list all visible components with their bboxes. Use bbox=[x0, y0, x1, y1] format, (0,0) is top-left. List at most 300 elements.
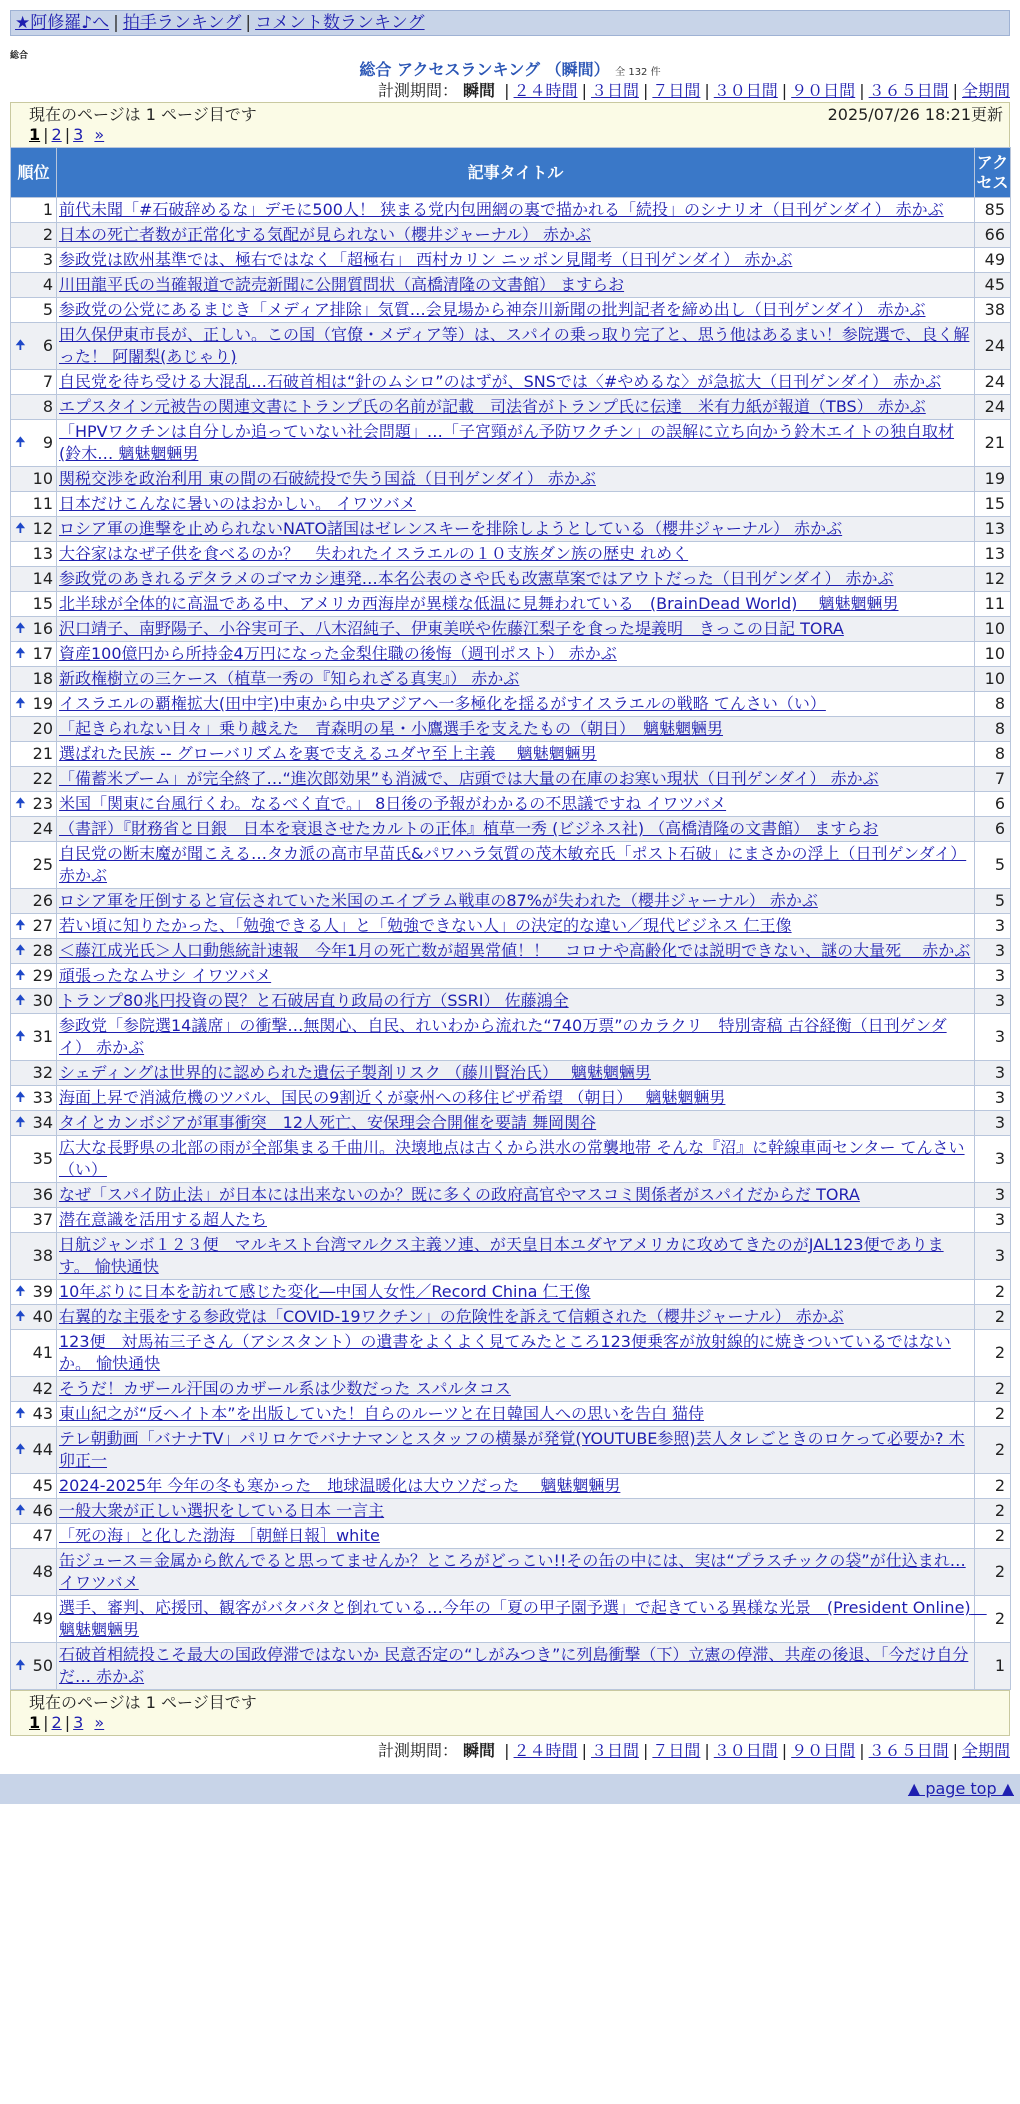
article-title-link[interactable]: 選手、審判、応援団、観客がバタバタと倒れている…今年の「夏の甲子園予選」で起きている異様な光景 (President Online) 魑魅魍魎男 bbox=[59, 1598, 987, 1639]
title-cell bbox=[57, 667, 975, 692]
rank-number: 20 bbox=[32, 719, 53, 738]
rank-cell bbox=[11, 667, 57, 692]
page-link[interactable]: 3 bbox=[73, 1713, 84, 1732]
access-count: 85 bbox=[975, 198, 1011, 223]
rank-cell bbox=[11, 1208, 57, 1233]
page-link[interactable]: 3 bbox=[73, 125, 84, 144]
rank-cell bbox=[11, 1183, 57, 1208]
article-title-link[interactable]: 日本だけこんなに暑いのはおかしい。 イワツバメ bbox=[59, 494, 416, 513]
rank-number: 6 bbox=[42, 336, 53, 355]
rank-number: 10 bbox=[32, 469, 53, 488]
access-count: 3 bbox=[975, 1136, 1011, 1183]
article-title-link[interactable]: 10年ぶりに日本を訪れて感じた変化―中国人女性／Record China 仁王像 bbox=[59, 1282, 591, 1301]
article-title-link[interactable]: 関税交渉を政治利用 東の間の石破続投で失う国益（日刊ゲンダイ） 赤かぶ bbox=[59, 469, 596, 488]
rank-cell bbox=[11, 395, 57, 420]
period-option-link[interactable]: 全期間 bbox=[961, 1741, 1010, 1760]
rank-cell bbox=[11, 1061, 57, 1086]
period-option-link[interactable]: ２４時間 bbox=[513, 1741, 578, 1760]
rank-number: 25 bbox=[32, 855, 53, 874]
access-count: 2 bbox=[975, 1402, 1011, 1427]
title-cell bbox=[57, 1402, 975, 1427]
current-page-number: 1 bbox=[29, 125, 41, 144]
access-count: 19 bbox=[975, 467, 1011, 492]
table-row bbox=[11, 889, 1011, 914]
access-count: 8 bbox=[975, 717, 1011, 742]
title-cell bbox=[57, 1643, 975, 1690]
title-cell bbox=[57, 273, 975, 298]
article-title-link[interactable]: 一般大衆が正しい選択をしている日本 一言主 bbox=[59, 1501, 385, 1520]
title-cell bbox=[57, 792, 975, 817]
table-row bbox=[11, 1330, 1011, 1377]
period-separator: | bbox=[952, 81, 958, 100]
access-count: 13 bbox=[975, 517, 1011, 542]
article-title-link[interactable]: 沢口靖子、南野陽子、小谷実可子、八木沼純子、伊東美咲や佐藤江梨子を食った堤義明 きっこの日記 TORA bbox=[59, 619, 844, 638]
table-row bbox=[11, 248, 1011, 273]
title-cell bbox=[57, 517, 975, 542]
article-title-link[interactable]: 東山紀之が“反ヘイト本”を出版していた！自らのルーツと在日韓国人への思いを告白 猫侍 bbox=[59, 1404, 705, 1423]
category-label: 総合 bbox=[10, 51, 29, 61]
updated-timestamp: 2025/07/26 18:21更新 bbox=[827, 105, 1003, 124]
article-title-link[interactable]: ＜藤江成光氏＞人口動態統計速報 今年1月の死亡数が超異常値！！ コロナや高齢化では説明できない、謎の大量死 赤かぶ bbox=[59, 941, 971, 960]
table-row bbox=[11, 617, 1011, 642]
period-separator: | bbox=[704, 81, 710, 100]
title-cell bbox=[57, 692, 975, 717]
article-title-link[interactable]: 若い頃に知りたかった、「勉強できる人」と「勉強できない人」の決定的な違い／現代ビジネス 仁王像 bbox=[59, 916, 792, 935]
access-count: 8 bbox=[975, 692, 1011, 717]
table-row bbox=[11, 1136, 1011, 1183]
table-row bbox=[11, 1402, 1011, 1427]
period-selector-top bbox=[10, 80, 1010, 102]
table-row bbox=[11, 1280, 1011, 1305]
access-count: 21 bbox=[975, 420, 1011, 467]
table-row bbox=[11, 1183, 1011, 1208]
page-separator bbox=[83, 1713, 94, 1732]
rank-number: 18 bbox=[32, 669, 53, 688]
page-separator: | bbox=[64, 125, 71, 144]
access-count: 11 bbox=[975, 592, 1011, 617]
page-separator: | bbox=[43, 1713, 49, 1732]
table-row bbox=[11, 817, 1011, 842]
rank-cell bbox=[11, 1427, 57, 1474]
access-count: 2 bbox=[975, 1474, 1011, 1499]
rank-cell bbox=[11, 1402, 57, 1427]
article-title-link[interactable]: 田久保伊東市長が、正しい。この国（官僚・メディア等）は、スパイの乗っ取り完了と、思う他はあるまい！参院選で、良く解った！ 阿闍梨(あじゃり) bbox=[59, 325, 970, 366]
rank-cell bbox=[11, 889, 57, 914]
period-separator: | bbox=[642, 1741, 649, 1760]
up-arrow-icon: 🠉 bbox=[15, 646, 26, 661]
header-title: 記事タイトル bbox=[57, 148, 975, 198]
rank-number: 32 bbox=[32, 1063, 53, 1082]
title-cell bbox=[57, 1183, 975, 1208]
table-row bbox=[11, 1111, 1011, 1136]
title-cell bbox=[57, 370, 975, 395]
rank-cell bbox=[11, 1549, 57, 1596]
top-navigation bbox=[10, 10, 1010, 36]
rank-cell bbox=[11, 1474, 57, 1499]
article-title-link[interactable]: 参政党のあきれるデタラメのゴマカシ連発…本名公表のさや氏も改憲草案ではアウトだった（日刊ゲンダイ） 赤かぶ bbox=[59, 569, 894, 588]
rank-cell bbox=[11, 298, 57, 323]
total-count: 全 132 件 bbox=[615, 67, 661, 78]
table-row bbox=[11, 1643, 1011, 1690]
rank-number: 8 bbox=[42, 397, 53, 416]
access-count: 3 bbox=[975, 1086, 1011, 1111]
rank-number: 41 bbox=[32, 1343, 53, 1362]
access-count: 10 bbox=[975, 642, 1011, 667]
article-title-link[interactable]: ロシア軍の進撃を止められないNATO諸国はゼレンスキーを排除しようとしている（櫻井ジャーナル） 赤かぶ bbox=[59, 519, 843, 538]
access-count: 2 bbox=[975, 1377, 1011, 1402]
period-separator: | bbox=[859, 81, 865, 100]
article-title-link[interactable]: 缶ジュース＝金属から飲んでると思ってませんか？ところがどっこい!!その缶の中には、実は“プラスチックの袋”が仕込まれ… イワツバメ bbox=[59, 1551, 966, 1592]
period-separator: | bbox=[642, 81, 649, 100]
article-title-link[interactable]: 「HPVワクチンは自分しか追っていない社会問題」…「子宮頸がん予防ワクチン」の誤解に立ち向かう鈴木エイトの独自取材(鈴木… 魑魅魍魎男 bbox=[59, 422, 955, 463]
rank-cell bbox=[11, 1596, 57, 1643]
table-row bbox=[11, 692, 1011, 717]
access-count: 45 bbox=[975, 273, 1011, 298]
access-count: 3 bbox=[975, 939, 1011, 964]
article-title-link[interactable]: 参政党は欧州基準では、極右ではなく「超極右」 西村カリン ニッポン見聞考（日刊ゲンダイ） 赤かぶ bbox=[59, 250, 793, 269]
article-title-link[interactable]: 日本の死亡者数が正常化する気配が見られない（櫻井ジャーナル） 赤かぶ bbox=[59, 225, 591, 244]
rank-number: 5 bbox=[42, 300, 53, 319]
rank-number: 21 bbox=[32, 744, 53, 763]
header-rank: 順位 bbox=[11, 148, 57, 198]
up-arrow-icon: 🠉 bbox=[15, 1503, 26, 1518]
article-title-link[interactable]: 新政権樹立の三ケース（植草一秀の『知られざる真実』） 赤かぶ bbox=[59, 669, 520, 688]
access-count: 3 bbox=[975, 1208, 1011, 1233]
title-cell bbox=[57, 467, 975, 492]
title-cell bbox=[57, 767, 975, 792]
table-row bbox=[11, 1549, 1011, 1596]
article-title-link[interactable]: ロシア軍を圧倒すると宣伝されていた米国のエイブラム戦車の87%が失われた（櫻井ジャーナル） 赤かぶ bbox=[59, 891, 818, 910]
rank-cell bbox=[11, 692, 57, 717]
title-cell bbox=[57, 742, 975, 767]
rank-cell bbox=[11, 248, 57, 273]
title-cell bbox=[57, 1086, 975, 1111]
table-row bbox=[11, 567, 1011, 592]
article-title-link[interactable]: 123便 対馬祐三子さん（アシスタント）の遺書をよくよく見てみたところ123便乗客が放射線的に焼きついているではないか。 愉快通快 bbox=[59, 1332, 951, 1373]
period-option-link[interactable]: ７日間 bbox=[652, 81, 701, 100]
up-arrow-icon: 🠉 bbox=[15, 918, 26, 933]
access-count: 10 bbox=[975, 667, 1011, 692]
up-arrow-icon: 🠉 bbox=[15, 1029, 26, 1044]
period-label-bottom: 計測期間： bbox=[377, 1741, 458, 1760]
up-arrow-icon: 🠉 bbox=[15, 943, 26, 958]
table-row bbox=[11, 542, 1011, 567]
rank-cell bbox=[11, 273, 57, 298]
table-row bbox=[11, 914, 1011, 939]
rank-number: 42 bbox=[32, 1379, 53, 1398]
access-count: 3 bbox=[975, 989, 1011, 1014]
article-title-link[interactable]: 参政党の公党にあるまじき「メディア排除」気質…会見場から神奈川新聞の批判記者を締め出し（日刊ゲンダイ） 赤かぶ bbox=[59, 300, 926, 319]
period-separator: | bbox=[781, 81, 788, 100]
access-count: 2 bbox=[975, 1524, 1011, 1549]
title-cell bbox=[57, 939, 975, 964]
rank-number: 3 bbox=[42, 250, 53, 269]
period-option-link[interactable]: ３６５日間 bbox=[868, 81, 949, 100]
table-row bbox=[11, 323, 1011, 370]
article-title-link[interactable]: シェディングは世界的に認められた遺伝子製剤リスク （藤川賢治氏） 魑魅魍魎男 bbox=[59, 1063, 651, 1082]
access-count: 8 bbox=[975, 742, 1011, 767]
period-selector-bottom bbox=[10, 1740, 1010, 1762]
article-title-link[interactable]: 海面上昇で消滅危機のツバル、国民の9割近くが豪州への移住ビザ希望 （朝日） 魑魅魍魎男 bbox=[59, 1088, 726, 1107]
table-row bbox=[11, 964, 1011, 989]
footer-bar bbox=[0, 1774, 1020, 1804]
article-title-link[interactable]: 自民党を待ち受ける大混乱…石破首相は“針のムシロ”のはずが、SNSでは〈#やめるな〉が急拡大（日刊ゲンダイ） 赤かぶ bbox=[59, 372, 942, 391]
table-row bbox=[11, 717, 1011, 742]
rank-cell bbox=[11, 592, 57, 617]
article-title-link[interactable]: そうだ！カザール汗国のカザール系は少数だった スパルタコス bbox=[59, 1379, 511, 1398]
access-count: 24 bbox=[975, 370, 1011, 395]
table-row bbox=[11, 1305, 1011, 1330]
article-title-link[interactable]: 自民党の断末魔が聞こえる…タカ派の高市早苗氏&パワハラ気質の茂木敏充氏「ポスト石破」にまさかの浮上（日刊ゲンダイ） 赤かぶ bbox=[59, 844, 967, 885]
article-title-link[interactable]: 右翼的な主張をする参政党は「COVID-19ワクチン」の危険性を訴えて信頼された（櫻井ジャーナル） 赤かぶ bbox=[59, 1307, 844, 1326]
rank-number: 49 bbox=[32, 1609, 53, 1628]
access-count: 49 bbox=[975, 248, 1011, 273]
article-title-link[interactable]: 前代未聞「#石破辞めるな」デモに500人！ 狭まる党内包囲網の裏で描かれる「続投」のシナリオ（日刊ゲンダイ） 赤かぶ bbox=[59, 200, 944, 219]
title-cell bbox=[57, 592, 975, 617]
rank-number: 12 bbox=[32, 519, 53, 538]
table-row bbox=[11, 223, 1011, 248]
rank-cell bbox=[11, 817, 57, 842]
access-count: 5 bbox=[975, 889, 1011, 914]
rank-cell bbox=[11, 1111, 57, 1136]
period-current-bottom: 瞬間 bbox=[463, 1741, 496, 1760]
title-cell bbox=[57, 492, 975, 517]
clap-ranking-link[interactable]: 拍手ランキング bbox=[122, 13, 242, 33]
rank-number: 46 bbox=[32, 1501, 53, 1520]
page-link[interactable]: » bbox=[94, 1713, 105, 1732]
access-count: 2 bbox=[975, 1280, 1011, 1305]
article-title-link[interactable]: 「起きられない日々」乗り越えた 青森明の星・小鷹選手を支えたもの（朝日） 魑魅魍魎男 bbox=[59, 719, 724, 738]
up-arrow-icon: 🠉 bbox=[15, 796, 26, 811]
article-title-link[interactable]: 参政党「参院選14議席」の衝撃…無関心、自民、れいわから流れた“740万票”のカラクリ 特別寄稿 古谷経衡（日刊ゲンダイ） 赤かぶ bbox=[59, 1016, 947, 1057]
title-cell bbox=[57, 1208, 975, 1233]
page-link[interactable]: 2 bbox=[51, 1713, 62, 1732]
rank-cell bbox=[11, 742, 57, 767]
rank-number: 24 bbox=[32, 819, 53, 838]
rank-number: 31 bbox=[32, 1027, 53, 1046]
period-option-link[interactable]: ３日間 bbox=[590, 1741, 639, 1760]
rank-number: 39 bbox=[32, 1282, 53, 1301]
period-option-link[interactable]: ３日間 bbox=[590, 81, 639, 100]
rank-number: 16 bbox=[32, 619, 53, 638]
title-cell bbox=[57, 1427, 975, 1474]
article-title-link[interactable]: 頑張ったなムサシ イワツバメ bbox=[59, 966, 272, 985]
title-cell bbox=[57, 1305, 975, 1330]
article-title-link[interactable]: （書評）『財務省と日銀 日本を衰退させたカルトの正体』植草一秀 (ビジネス社) （高橋清隆の文書館） ますらお bbox=[59, 819, 879, 838]
rank-number: 19 bbox=[32, 694, 53, 713]
rank-number: 29 bbox=[32, 966, 53, 985]
article-title-link[interactable]: 潜在意識を活用する超人たち bbox=[59, 1210, 268, 1229]
rank-cell bbox=[11, 517, 57, 542]
period-separator: | bbox=[781, 1741, 788, 1760]
rank-number: 17 bbox=[32, 644, 53, 663]
current-page-text-bottom: 現在のページは 1 ページ目です bbox=[29, 1693, 257, 1712]
access-count: 13 bbox=[975, 542, 1011, 567]
rank-number: 40 bbox=[32, 1307, 53, 1326]
article-title-link[interactable]: 選ばれた民族 -- グローバリズムを裏で支えるユダヤ至上主義 魑魅魍魎男 bbox=[59, 744, 597, 763]
rank-cell bbox=[11, 223, 57, 248]
up-arrow-icon: 🠉 bbox=[15, 1406, 26, 1421]
title-cell bbox=[57, 1474, 975, 1499]
pager-bottom bbox=[10, 1690, 1010, 1736]
access-count: 6 bbox=[975, 817, 1011, 842]
table-row bbox=[11, 842, 1011, 889]
period-separator: | bbox=[504, 1741, 510, 1760]
rank-number: 27 bbox=[32, 916, 53, 935]
table-header-row bbox=[11, 148, 1011, 198]
article-title-link[interactable]: 2024-2025年 今年の冬も寒かった 地球温暖化は大ウソだった 魑魅魍魎男 bbox=[59, 1476, 621, 1495]
rank-cell bbox=[11, 1014, 57, 1061]
title-cell bbox=[57, 323, 975, 370]
period-option-link[interactable]: ９０日間 bbox=[791, 81, 856, 100]
period-option-link[interactable]: ２４時間 bbox=[513, 81, 578, 100]
article-title-link[interactable]: 資産100億円から所持金4万円になった金梨住職の後悔（週刊ポスト） 赤かぶ bbox=[59, 644, 617, 663]
rank-number: 4 bbox=[42, 275, 53, 294]
table-row bbox=[11, 395, 1011, 420]
article-title-link[interactable]: 石破首相続投こそ最大の国政停滞ではないか 民意否定の“しがみつき”に列島衝撃（下）立憲の停滞、共産の後退、「今だけ自分だ… 赤かぶ bbox=[59, 1645, 969, 1686]
page-separator: | bbox=[64, 1713, 71, 1732]
title-cell bbox=[57, 642, 975, 667]
rank-cell bbox=[11, 1499, 57, 1524]
page-links bbox=[29, 125, 1003, 145]
table-row bbox=[11, 1499, 1011, 1524]
title-cell bbox=[57, 1233, 975, 1280]
access-count: 3 bbox=[975, 914, 1011, 939]
period-option-link[interactable]: ９０日間 bbox=[791, 1741, 856, 1760]
rank-cell bbox=[11, 198, 57, 223]
title-cell bbox=[57, 1499, 975, 1524]
table-row bbox=[11, 517, 1011, 542]
rank-cell bbox=[11, 1377, 57, 1402]
rank-cell bbox=[11, 370, 57, 395]
up-arrow-icon: 🠉 bbox=[15, 1284, 26, 1299]
nav-separator: | bbox=[245, 13, 252, 33]
article-title-link[interactable]: 米国「関東に台風行くわ。なるべく直で。」 8日後の予報がわかるの不思議ですね イワツバメ bbox=[59, 794, 727, 813]
rank-cell bbox=[11, 1524, 57, 1549]
table-row bbox=[11, 370, 1011, 395]
access-count: 1 bbox=[975, 1643, 1011, 1690]
title-cell bbox=[57, 420, 975, 467]
rank-number: 28 bbox=[32, 941, 53, 960]
table-row bbox=[11, 1377, 1011, 1402]
page-link[interactable]: 2 bbox=[51, 125, 62, 144]
access-count: 3 bbox=[975, 1061, 1011, 1086]
up-arrow-icon: 🠉 bbox=[15, 1658, 26, 1673]
rank-number: 1 bbox=[42, 200, 53, 219]
up-arrow-icon: 🠉 bbox=[15, 1115, 26, 1130]
article-title-link[interactable]: なぜ「スパイ防止法」が日本には出来ないのか？既に多くの政府高官やマスコミ関係者がスパイだからだ TORA bbox=[59, 1185, 860, 1204]
rank-cell bbox=[11, 842, 57, 889]
access-count: 6 bbox=[975, 792, 1011, 817]
access-count: 3 bbox=[975, 1183, 1011, 1208]
table-row bbox=[11, 1061, 1011, 1086]
title-cell bbox=[57, 842, 975, 889]
rank-number: 50 bbox=[32, 1656, 53, 1675]
title-cell bbox=[57, 1377, 975, 1402]
rank-cell bbox=[11, 492, 57, 517]
rank-number: 44 bbox=[32, 1440, 53, 1459]
title-cell bbox=[57, 817, 975, 842]
table-row bbox=[11, 1086, 1011, 1111]
rank-cell bbox=[11, 1086, 57, 1111]
nav-separator: | bbox=[113, 13, 119, 33]
period-option-link[interactable]: ７日間 bbox=[652, 1741, 701, 1760]
title-cell bbox=[57, 1330, 975, 1377]
table-row bbox=[11, 1208, 1011, 1233]
rank-number: 48 bbox=[32, 1562, 53, 1581]
access-count: 3 bbox=[975, 1111, 1011, 1136]
rank-cell bbox=[11, 914, 57, 939]
period-option-link[interactable]: ３０日間 bbox=[713, 1741, 778, 1760]
article-title-link[interactable]: 大谷家はなぜ子供を食べるのか？ 失われたイスラエルの１０支族ダン族の歴史 れめく bbox=[59, 544, 689, 563]
rank-number: 23 bbox=[32, 794, 53, 813]
rank-number: 13 bbox=[32, 544, 53, 563]
title-cell bbox=[57, 989, 975, 1014]
rank-cell bbox=[11, 617, 57, 642]
article-title-link[interactable]: 北半球が全体的に高温である中、アメリカ西海岸が異様な低温に見舞われている (BrainDead World) 魑魅魍魎男 bbox=[59, 594, 899, 613]
article-title-link[interactable]: トランプ80兆円投資の罠？と石破居直り政局の行方（SSRI） 佐藤鴻全 bbox=[59, 991, 569, 1010]
current-page-text: 現在のページは 1 ページ目です bbox=[29, 105, 257, 124]
rank-number: 2 bbox=[42, 225, 53, 244]
period-options-bottom bbox=[500, 1741, 1010, 1760]
period-label: 計測期間： bbox=[377, 81, 458, 100]
rank-number: 33 bbox=[32, 1088, 53, 1107]
rank-number: 30 bbox=[32, 991, 53, 1010]
article-title-link[interactable]: 川田龍平氏の当確報道で読売新聞に公開質問状（高橋清隆の文書館） ますらお bbox=[59, 275, 625, 294]
page-separator bbox=[83, 125, 94, 144]
up-arrow-icon: 🠉 bbox=[15, 521, 26, 536]
rank-cell bbox=[11, 467, 57, 492]
article-title-link[interactable]: 日航ジャンボ１２３便 マルキスト台湾マルクス主義ソ連、が天皇日本ユダヤアメリカに攻めてきたのがJAL123便であります。 愉快通快 bbox=[59, 1235, 944, 1276]
rank-number: 38 bbox=[32, 1246, 53, 1265]
home-link[interactable]: ★阿修羅♪へ bbox=[15, 13, 110, 33]
period-option-link[interactable]: 全期間 bbox=[961, 81, 1010, 100]
rank-number: 14 bbox=[32, 569, 53, 588]
access-count: 3 bbox=[975, 1233, 1011, 1280]
title-cell bbox=[57, 1596, 987, 1643]
article-title-link[interactable]: 「備蓄米ブーム」が完全終了…“進次郎効果”も消滅で、店頭では大量の在庫のお寒い現状（日刊ゲンダイ） 赤かぶ bbox=[59, 769, 879, 788]
period-separator: | bbox=[859, 1741, 865, 1760]
up-arrow-icon: 🠉 bbox=[15, 1090, 26, 1105]
rank-cell bbox=[11, 323, 57, 370]
article-title-link[interactable]: 広大な長野県の北部の雨が全部集まる千曲川。決壊地点は古くから洪水の常襲地帯 そんな『沼』に幹線車両センター てんさい（い） bbox=[59, 1138, 965, 1179]
article-title-link[interactable]: イスラエルの覇権拡大(田中宇)中東から中央アジアへ一多極化を揺るがすイスラエルの戦略 てんさい（い） bbox=[59, 694, 826, 713]
article-title-link[interactable]: エプスタイン元被告の関連文書にトランプ氏の名前が記載 司法省がトランプ氏に伝達 米有力紙が報道（TBS） 赤かぶ bbox=[59, 397, 926, 416]
table-row bbox=[11, 1474, 1011, 1499]
rank-number: 7 bbox=[42, 372, 53, 391]
rank-number: 37 bbox=[32, 1210, 53, 1229]
rank-number: 43 bbox=[32, 1404, 53, 1423]
title-cell bbox=[57, 964, 975, 989]
title-cell bbox=[57, 914, 975, 939]
article-title-link[interactable]: 「死の海」と化した渤海 ［朝鮮日報］white bbox=[59, 1526, 380, 1545]
article-title-link[interactable]: タイとカンボジアが軍事衝突 12人死亡、安保理会合開催を要請 舞岡関谷 bbox=[59, 1113, 597, 1132]
comment-ranking-link[interactable]: コメント数ランキング bbox=[255, 13, 425, 33]
title-cell bbox=[57, 298, 975, 323]
page-separator: | bbox=[43, 125, 49, 144]
article-title-link[interactable]: テレ朝動画「バナナTV」パリロケでバナナマンとスタッフの横暴が発覚(YOUTUBE参照)芸人タレごときのロケって必要か? 木卯正一 bbox=[59, 1429, 965, 1470]
rank-cell bbox=[11, 567, 57, 592]
page-top-link[interactable]: ▲ page top ▲ bbox=[907, 1779, 1014, 1798]
period-option-link[interactable]: ３６５日間 bbox=[868, 1741, 949, 1760]
table-row bbox=[11, 592, 1011, 617]
rank-number: 47 bbox=[32, 1526, 53, 1545]
table-row bbox=[11, 1014, 1011, 1061]
page-link[interactable]: » bbox=[94, 125, 105, 144]
title-cell bbox=[57, 1014, 975, 1061]
period-option-link[interactable]: ３０日間 bbox=[713, 81, 778, 100]
access-count: 2 bbox=[975, 1330, 1011, 1377]
